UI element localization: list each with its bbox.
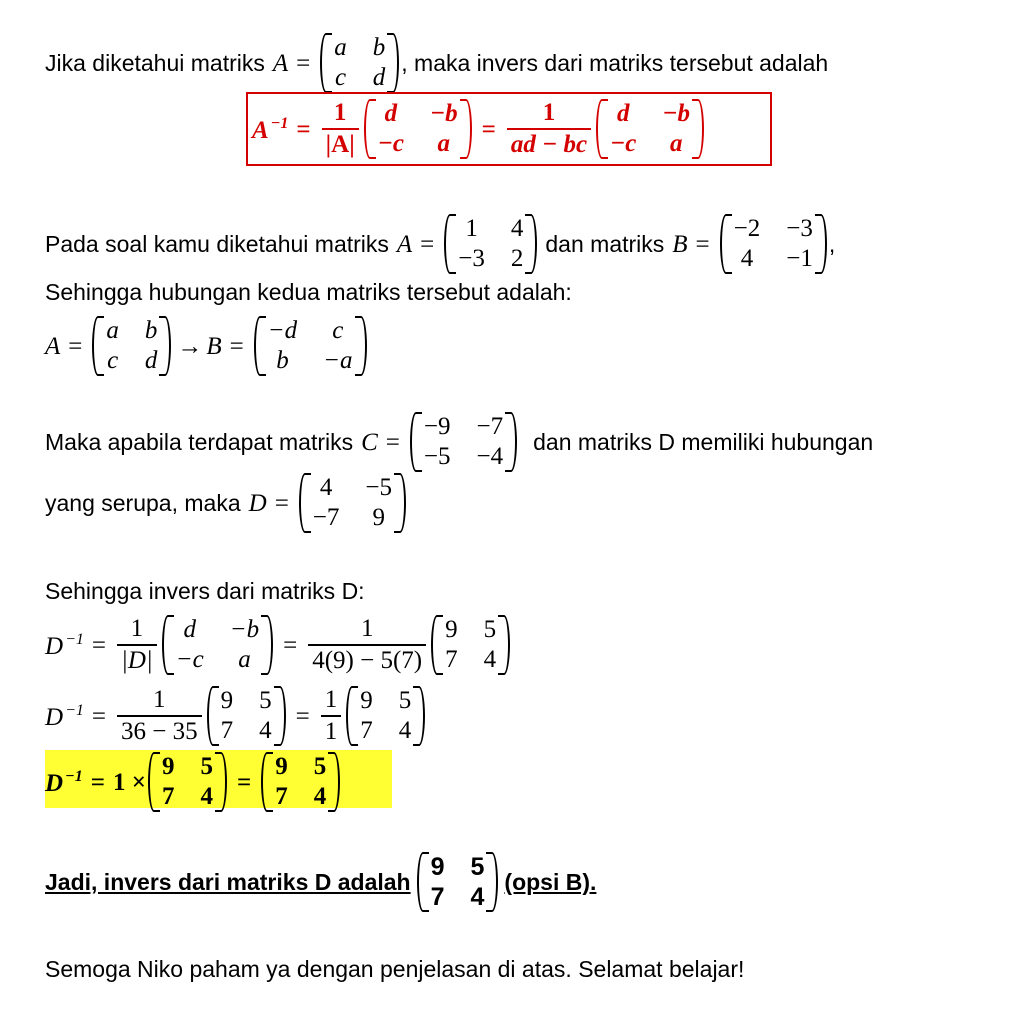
- relation-line: A = a b c d → B = −d c b −a: [45, 316, 369, 376]
- inverse-heading: Sehingga invers dari matriks D:: [45, 578, 365, 604]
- matrix-c: −9 −7 −5 −4: [410, 412, 517, 472]
- adjoint-matrix-2: d −b −c a: [596, 99, 704, 159]
- step3-matrix-2: 9 5 7 4: [261, 752, 340, 812]
- step1-matrix-2: 9 5 7 4: [431, 615, 510, 675]
- given-text: Pada soal kamu diketahui matriks: [45, 230, 389, 257]
- var-a: A: [272, 49, 289, 77]
- intro-text: Jika diketahui matriks: [45, 49, 265, 76]
- formula-lhs: A $^{-1}$: [252, 114, 289, 144]
- matrix-a-generic: a b c d: [320, 33, 399, 93]
- step-3-result: D $^{-1}$ = 1 × 9 5 7 4 = 9 5 7 4: [45, 752, 342, 812]
- fraction-1-over-ad-bc: $\frac{1}{ad - bc}$: [507, 98, 591, 160]
- given-line: Pada soal kamu diketahui matriks A = 1 4 −3 2 dan matriks B = −2 −3 4 −1 ,: [45, 215, 836, 272]
- closing-text: Semoga Niko paham ya dengan penjelasan di atas. Selamat belajar!: [45, 956, 745, 982]
- step2-fraction-1: $\frac{1}{36 - 35}$: [117, 685, 202, 747]
- fraction-1-over-det: $\frac{1}{|A|}$: [322, 98, 359, 160]
- relation-matrix-b: −d c b −a: [254, 316, 367, 376]
- inverse-formula: A $^{-1}$ = $\frac{1}{|A|}$ d −b −c a = $\frac{1}{ad - bc}$ d −b −c a: [252, 98, 706, 160]
- arrow-icon: →: [177, 332, 203, 360]
- step2-fraction-2: $\frac{1}{1}$: [321, 685, 342, 747]
- conclusion-matrix: 9 5 7 4: [417, 852, 499, 912]
- equals-sign: =: [296, 49, 311, 77]
- step1-fraction-2: $\frac{1}{4(9) - 5(7)}$: [308, 614, 426, 676]
- step2-matrix-1: 9 5 7 4: [207, 686, 286, 746]
- step-2: D $^{-1}$ = $\frac{1}{36 - 35}$ 9 5 7 4 = $\frac{1}{1}$ 9 5 7 4: [45, 685, 427, 747]
- step2-matrix-2: 9 5 7 4: [346, 686, 425, 746]
- intro-line: [45, 33, 828, 93]
- intro-text-after: , maka invers dari matriks tersebut adalah: [401, 49, 829, 76]
- step-1: D $^{-1}$ = $\frac{1}{|D|}$ d −b −c a = $\frac{1}{4(9) - 5(7)}$ 9 5 7 4: [45, 614, 512, 676]
- matrix-c-line: Maka apabila terdapat matriks C = −9 −7 −5 −4 dan matriks D memiliki hubungan: [45, 413, 874, 470]
- relation-text: Sehingga hubungan kedua matriks tersebut adalah:: [45, 279, 572, 305]
- conclusion-line: [45, 852, 596, 912]
- matrix-a: 1 4 −3 2: [444, 214, 537, 274]
- matrix-d: 4 −5 −7 9: [299, 473, 406, 533]
- relation-matrix-a: a b c d: [92, 316, 171, 376]
- matrix-d-line: yang serupa, maka D = 4 −5 −7 9: [45, 473, 408, 533]
- matrix-b: −2 −3 4 −1: [720, 214, 827, 274]
- adjoint-matrix: d −b −c a: [364, 99, 472, 159]
- step1-matrix-1: d −b −c a: [162, 615, 273, 675]
- option-label: (opsi B).: [504, 868, 597, 895]
- step3-matrix-1: 9 5 7 4: [148, 752, 227, 812]
- step1-fraction-1: $\frac{1}{|D|}$: [117, 614, 157, 676]
- conclusion-text: Jadi, invers dari matriks D adalah: [45, 868, 411, 895]
